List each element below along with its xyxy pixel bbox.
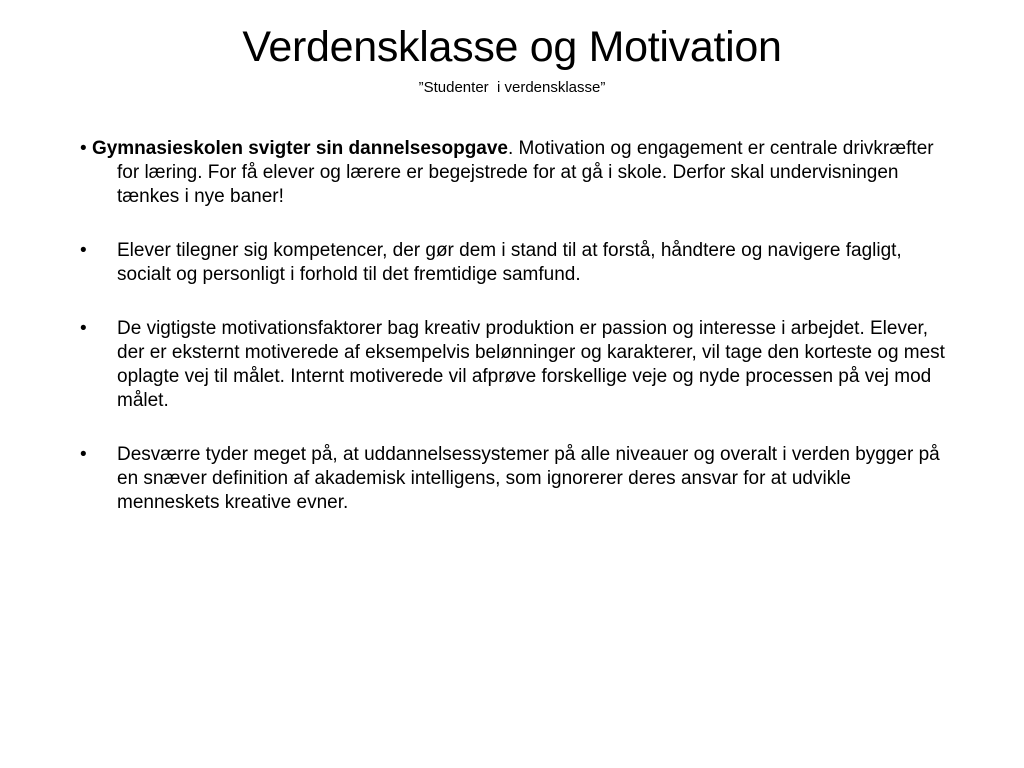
bullet-item	[80, 137, 950, 209]
bullet-item	[80, 239, 950, 287]
bullet-item	[80, 443, 950, 515]
bullet-marker: •	[80, 444, 87, 465]
bullet-text: Elever tilegner sig kompetencer, der gør dem i stand til at forstå, håndtere og navigere fagligt, socialt og personligt i forhold til det fremtidige samfund.	[117, 240, 902, 285]
slide-title: Verdensklasse og Motivation	[242, 23, 782, 71]
bullet-text: Desværre tyder meget på, at uddannelsessystemer på alle niveauer og overalt i verden bygger på en snæver definition af akademisk intelligens, som ignorerer deres ansvar for at udvikle menneskets kreative evner.	[117, 444, 940, 513]
bullet-text: . Motivation og engagement er centrale drivkræfter for læring. For få elever og lærere er begejstrede for at gå i skole. Derfor skal undervisningen tænkes i nye baner!	[117, 138, 934, 207]
bullet-text: De vigtigste motivationsfaktorer bag kreativ produktion er passion og interesse i arbejdet. Elever, der er eksternt motiverede af eksempelvis belønninger og karakterer, vil tage den korteste og mest oplagte vej til målet. Internt motiverede vil afprøve forskellige veje og nyde processen på vej mod målet.	[117, 318, 945, 411]
bullet-marker: •	[80, 318, 87, 339]
bullet-lead-text: Gymnasieskolen svigter sin dannelsesopgave	[91, 138, 508, 159]
bullet-item	[80, 317, 950, 413]
bullet-marker: •	[80, 240, 87, 261]
bullet-marker: •	[80, 138, 87, 159]
slide-subtitle: ”Studenter i verdensklasse”	[418, 79, 606, 96]
bullet-list	[80, 137, 950, 545]
